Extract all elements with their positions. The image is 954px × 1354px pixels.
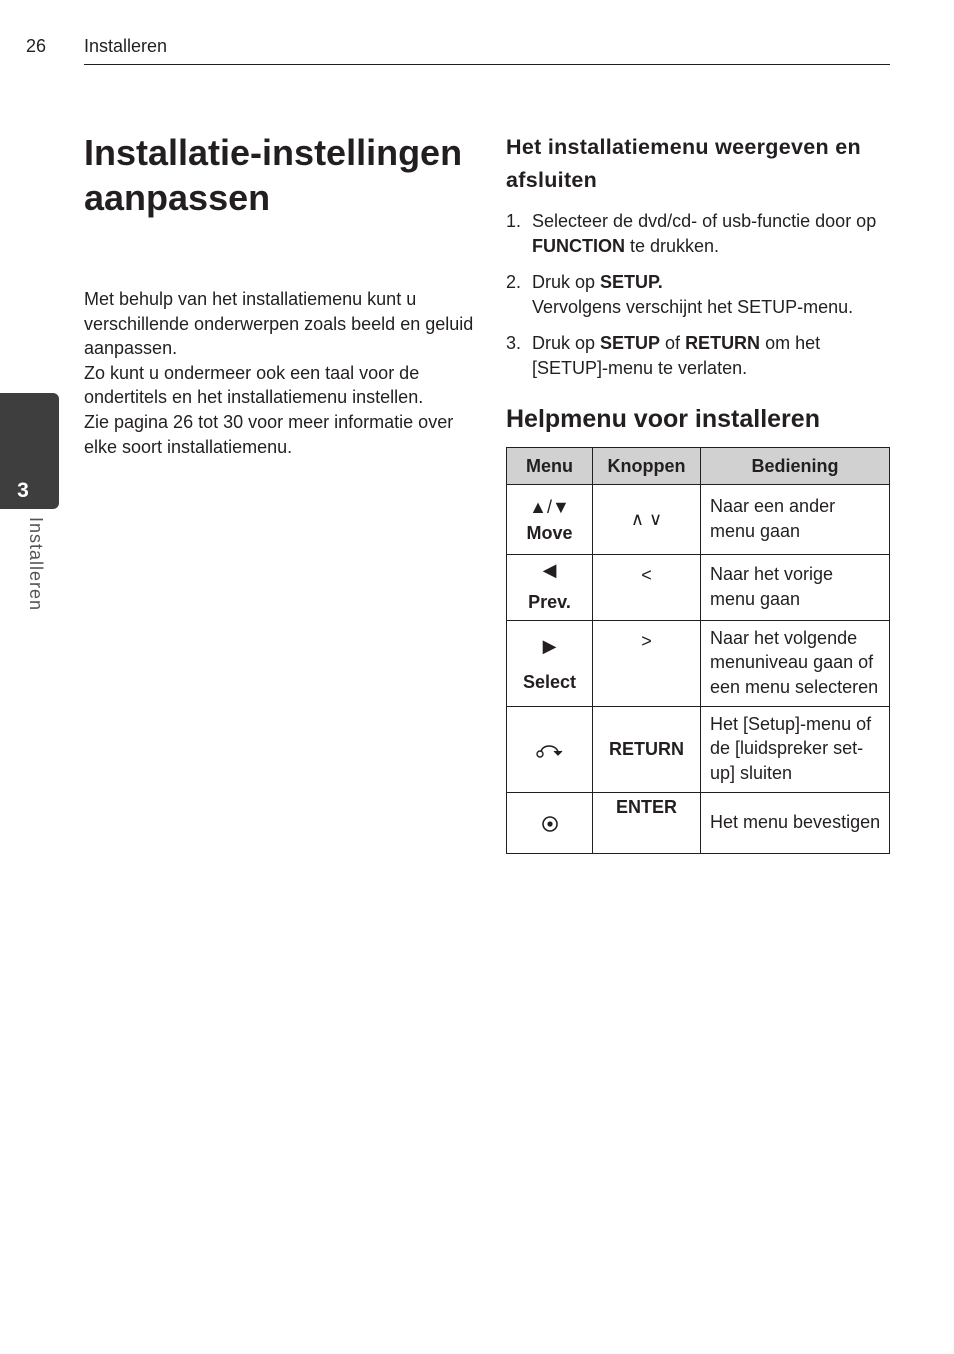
- step-item: [506, 209, 896, 258]
- section-heading-menu: Het installatiemenu weergeven en afsluiten: [506, 135, 861, 192]
- intro-paragraph: Met behulp van het installatiemenu kunt u verschillende onderwerpen zoals beeld en geluid aanpassen.: [84, 289, 474, 359]
- menu-cell: [507, 485, 593, 555]
- chapter-tab: [0, 393, 59, 509]
- column-header: Knoppen: [593, 448, 701, 485]
- column-header: Menu: [507, 448, 593, 485]
- description-cell: Naar het volgende menuniveau gaan of een menu selecteren: [701, 621, 890, 707]
- return-icon: [536, 739, 564, 759]
- key-name: SETUP: [600, 333, 661, 354]
- step-text: om het [SETUP]-menu te verlaten.: [532, 333, 821, 378]
- step-number: 2.: [506, 272, 522, 293]
- running-header: Installeren: [84, 36, 168, 56]
- button-cell: <: [593, 555, 701, 621]
- key-name: RETURN: [685, 333, 761, 354]
- menu-cell: [507, 621, 593, 707]
- menu-cell: [507, 555, 593, 621]
- menu-name: Select: [522, 671, 577, 692]
- step-text: Druk op: [532, 333, 601, 354]
- menu-name: Prev.: [528, 592, 571, 612]
- step-text: te drukken.: [625, 235, 720, 256]
- step-item: [506, 270, 896, 319]
- table-row: [507, 555, 890, 621]
- step-number: 1.: [506, 211, 522, 231]
- table-row: [507, 485, 890, 555]
- menu-name: Move: [526, 522, 573, 543]
- description-cell: Naar het vorige menu gaan: [701, 555, 890, 621]
- key-name: FUNCTION: [532, 235, 625, 256]
- step-item: [506, 331, 896, 380]
- table-row: [507, 707, 890, 793]
- description-cell: Het menu bevestigen: [701, 793, 890, 854]
- intro-paragraph: Zo kunt u ondermeer ook een taal voor de ondertitels en het installatiemenu instellen.: [84, 362, 424, 408]
- enter-icon: [541, 813, 559, 833]
- button-cell: >: [593, 621, 701, 707]
- key-name: SETUP.: [600, 272, 663, 293]
- step-text: Vervolgens verschijnt het SETUP-menu.: [532, 296, 854, 317]
- button-cell: ∧ ∨: [593, 485, 701, 555]
- intro-text: [84, 287, 474, 459]
- left-arrow-icon: ◀: [542, 560, 557, 580]
- menu-cell: [507, 707, 593, 793]
- up-down-arrow-icon: ▲/▼: [529, 496, 570, 517]
- step-text: Druk op: [532, 272, 601, 293]
- step-text: Selecteer de dvd/cd- of usb-functie door op: [532, 211, 877, 231]
- table-row: [507, 793, 890, 854]
- description-cell: Het [Setup]-menu of de [luidspreker set-up] sluiten: [701, 707, 890, 793]
- button-cell: RETURN: [593, 707, 701, 793]
- table-row: [507, 621, 890, 707]
- step-number: 3.: [506, 333, 522, 354]
- right-arrow-icon: ▶: [542, 635, 557, 656]
- table-header-row: [507, 448, 890, 485]
- steps-list: [506, 209, 896, 393]
- menu-cell: [507, 793, 593, 854]
- section-heading-help: Helpmenu voor installeren: [506, 405, 820, 433]
- intro-paragraph: Zie pagina 26 tot 30 voor meer informatie over elke soort installatiemenu.: [84, 411, 454, 457]
- header-divider: [84, 64, 890, 65]
- description-cell: Naar een ander menu gaan: [701, 485, 890, 555]
- help-table: [506, 447, 890, 854]
- page-number: 26: [26, 36, 47, 56]
- page-title: Installatie-instellingen aanpassen: [84, 132, 463, 218]
- chapter-label: Installeren: [26, 517, 46, 612]
- button-cell: ENTER: [593, 793, 701, 854]
- column-header: Bediening: [701, 448, 890, 485]
- step-text: of: [660, 333, 686, 354]
- chapter-number: 3: [17, 479, 29, 502]
